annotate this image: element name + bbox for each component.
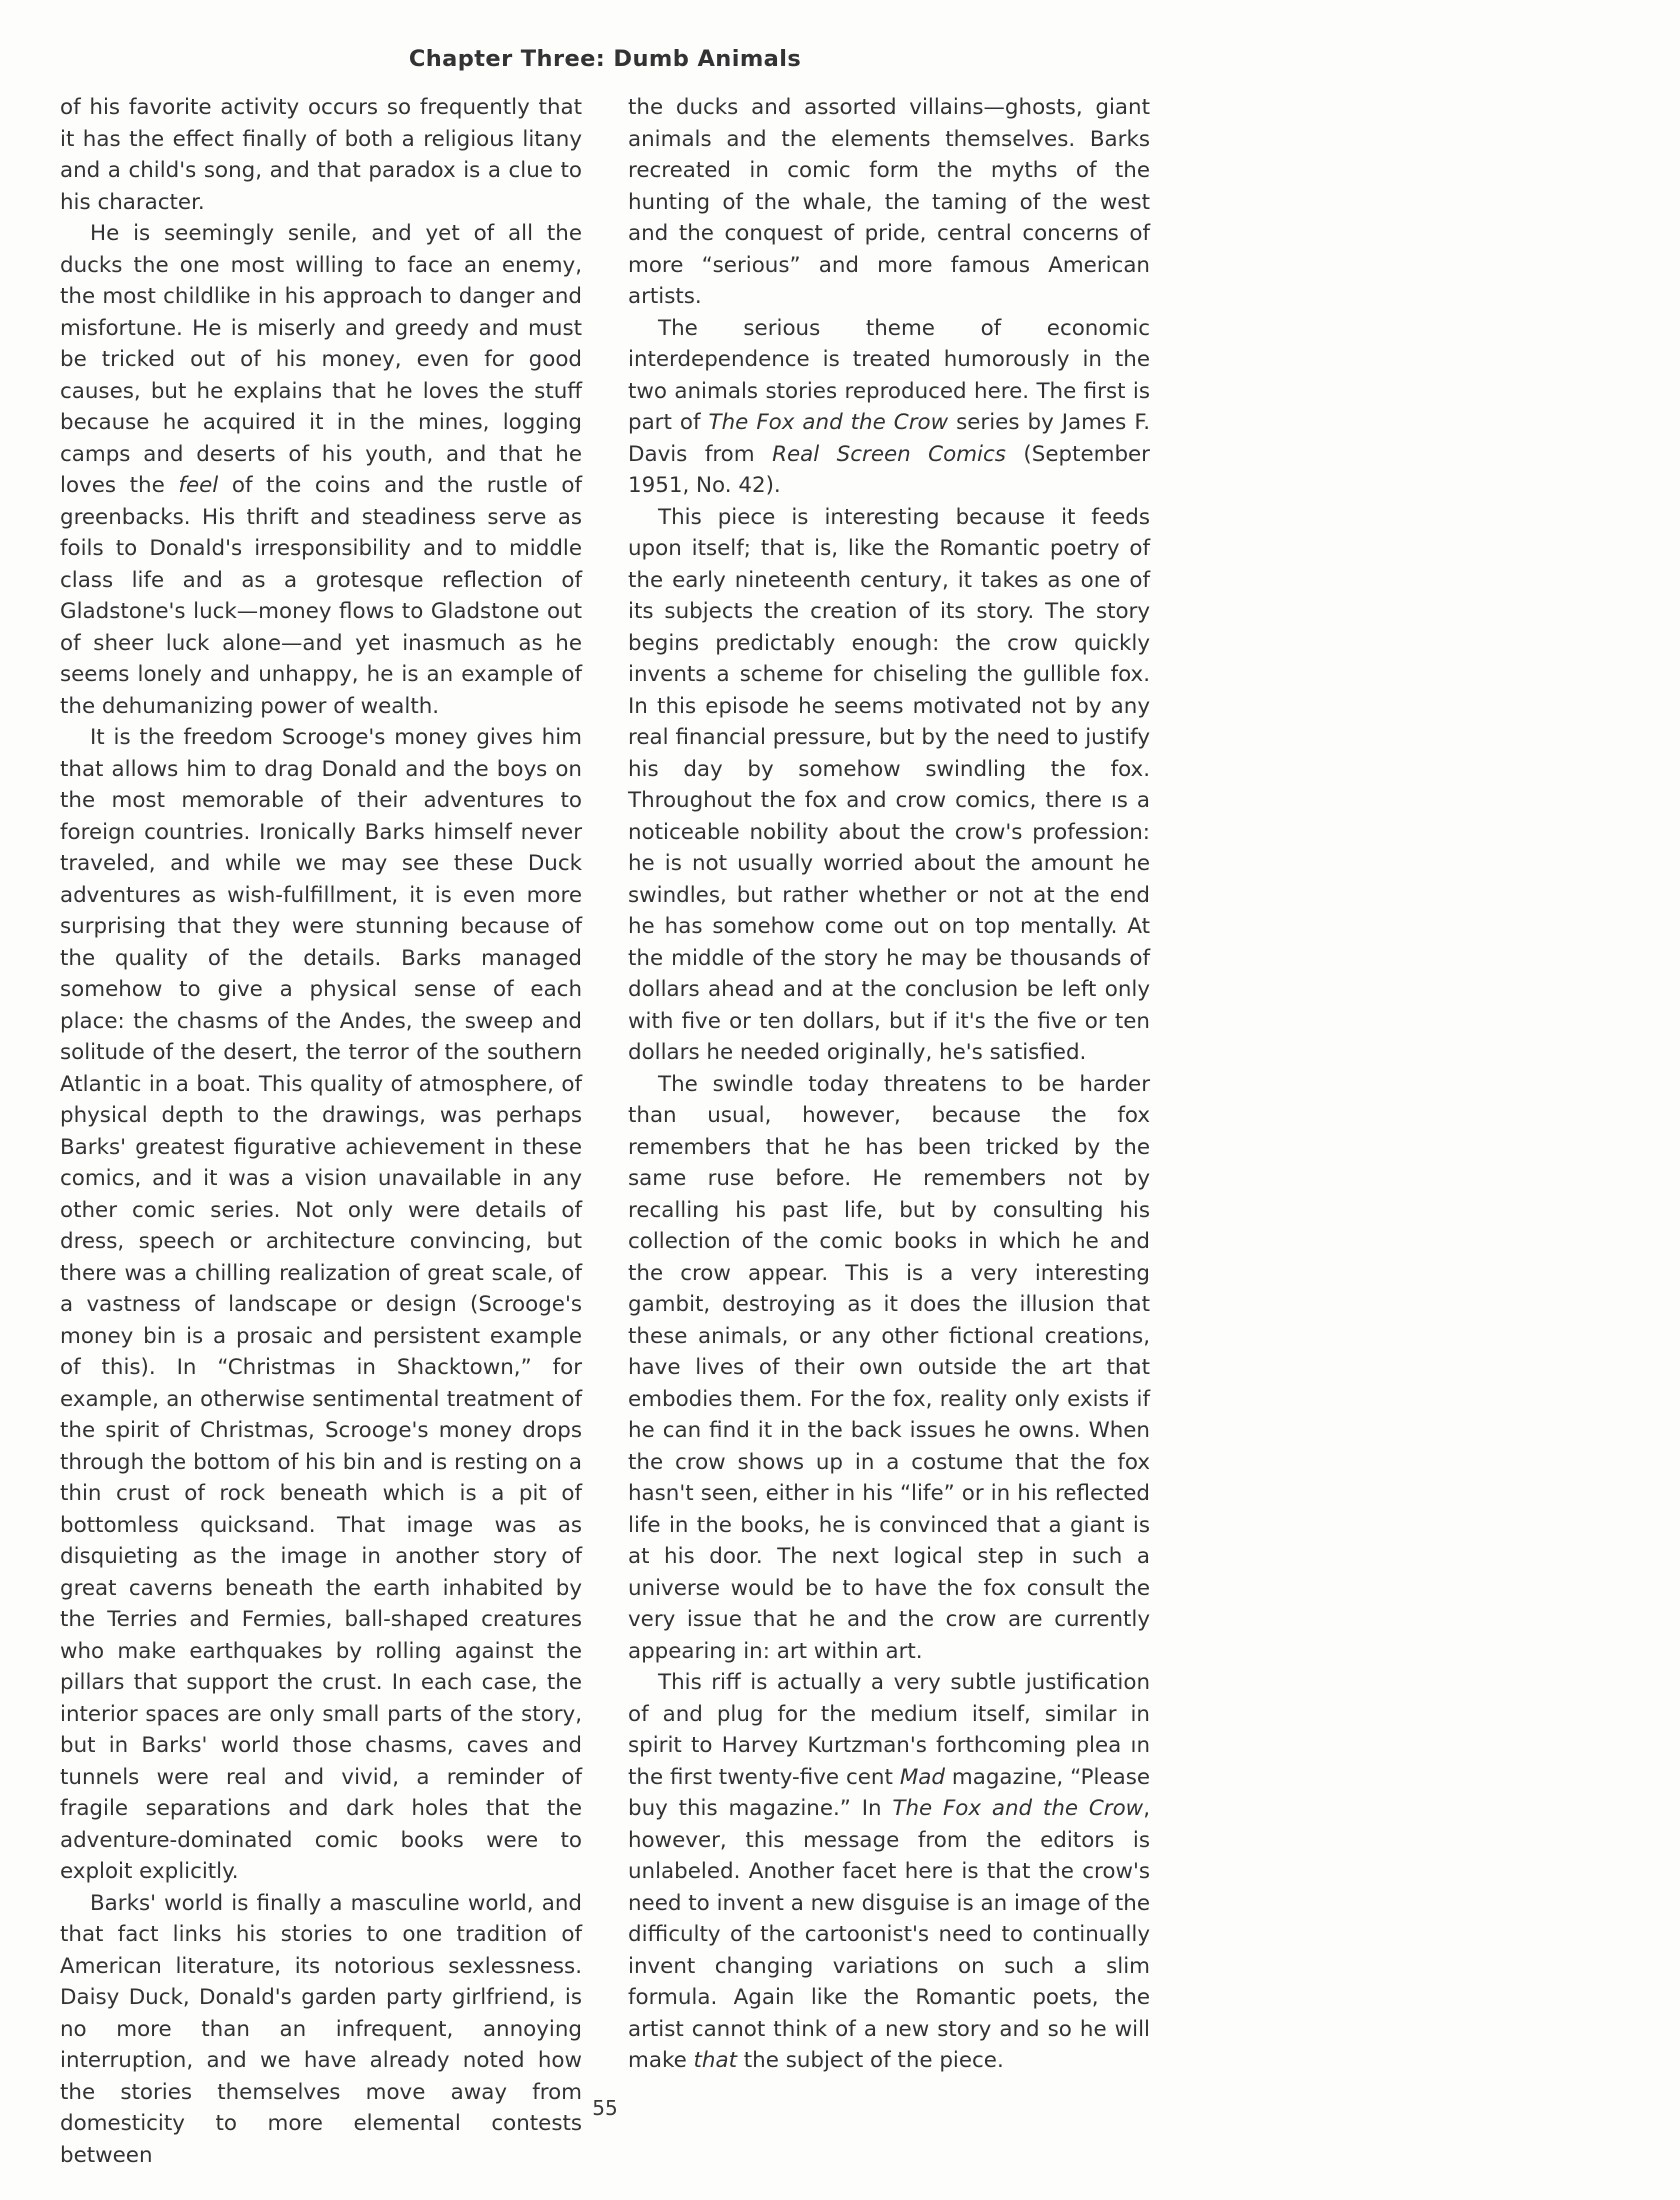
paragraph: of his favorite activity occurs so frequently that it has the effect finally of both a religious litany and a child's song, and that paradox is a clue to his character. bbox=[60, 95, 582, 215]
text-run: He is seemingly senile, and yet of all the ducks the one most willing to face an enemy, the most childlike in his approach to danger and misfortune. He is miserly and greedy and must be tricked out of his money, even for good causes, but he explains that he loves the stuff because he acquired it in the mines, logging camps and deserts of his youth, and that he loves the bbox=[60, 221, 582, 498]
italic-title: The Fox and the Crow bbox=[892, 1796, 1144, 1821]
page-content-area bbox=[60, 0, 1150, 2200]
paragraph bbox=[60, 218, 582, 722]
text-run: of the coins and the rustle of greenbacks. His thrift and steadiness serve as foils to Donald's irresponsibility and to middle class life and as a grotesque reflection of Gladstone's luck—money flows to Gladstone out of sheer luck alone—and yet inasmuch as he seems lonely and unhappy, he is an example of the dehumanizing power of wealth. bbox=[60, 473, 582, 719]
text-run: series by James F. Davis from bbox=[628, 410, 1150, 467]
paragraph: This piece is interesting because it feeds upon itself; that is, like the Romantic poetry of the early nineteenth century, it takes as one of its subjects the creation of its story. The story begins predictably enough: the crow quickly invents a scheme for chiseling the gullible fox. In this episode he seems motivated not by any real financial pressure, but by the need to justify his day by somehow swindling the fox. Throughout the fox and crow comics, there ıs a noticeable nobility about the crow's profession: he is not usually worried about the amount he swindles, but rather whether or not at the end he has somehow come out on top mentally. At the middle of the story he may be thousands of dollars ahead and at the conclusion be left only with five or ten dollars, but if it's the five or ten dollars he needed originally, he's satisfied. bbox=[628, 504, 1150, 1065]
italic-title: that bbox=[693, 2048, 737, 2073]
left-column bbox=[60, 92, 582, 2171]
paragraph bbox=[628, 313, 1150, 502]
text-run: (September 1951, No. 42). bbox=[628, 441, 1150, 498]
page-number: 55 bbox=[592, 2096, 618, 2120]
text-run: , however, this message from the editors is unlabeled. Another facet here is that the crow's need to invent a new disguise is an image of the difficulty of the cartoonist's need to continually invent changing variations on such a slim formula. Again like the Romantic poets, the artist cannot think of a new story and so he will make bbox=[628, 1796, 1150, 2073]
text-run: magazine, “Please buy this magazine.” In bbox=[628, 1764, 1151, 1821]
paragraph: It is the freedom Scrooge's money gives him that allows him to drag Donald and the boys on the most memorable of their adventures to foreign countries. Ironically Barks himself never traveled, and while we may see these Duck adventures as wish-fulfillment, it is even more surprising that they were stunning because of the quality of the details. Barks managed somehow to give a physical sense of each place: the chasms of the Andes, the sweep and solitude of the desert, the terror of the southern Atlantic in a boat. This quality of atmosphere, of physical depth to the drawings, was perhaps Barks' greatest figurative achievement in these comics, and it was a vision unavailable in any other comic series. Not only were details of dress, speech or architecture convincing, but there was a chilling realization of great scale, of a vastness of landscape or design (Scrooge's money bin is a prosaic and persistent example of this). In “Christmas in Shacktown,” for example, an otherwise sentimental treatment of the spirit of Christmas, Scrooge's money drops through the bottom of his bin and is resting on a thin crust of rock beneath which is a pit of bottomless quicksand. That image was as disquieting as the image in another story of great caverns beneath the earth inhabited by the Terries and Fermies, ball-shaped creatures who make earthquakes by rolling against the pillars that support the crust. In each case, the interior spaces are only small parts of the story, but in Barks' world those chasms, caves and tunnels were real and vivid, a reminder of fragile separations and dark holes that the adventure-dominated comic books were to exploit explicitly. bbox=[60, 725, 582, 1884]
paragraph: Barks' world is finally a masculine world, and that fact links his stories to one tradition of American literature, its notorious sexlessness. Daisy Duck, Donald's garden party girlfriend, is no more than an infrequent, annoying interruption, and we have already noted how the stories themselves move away from domesticity to more elemental contests between bbox=[60, 1890, 582, 2168]
italic-title: Real Screen Comics bbox=[772, 441, 1006, 467]
paragraph bbox=[628, 1667, 1150, 2077]
paragraph: the ducks and assorted villains—ghosts, giant animals and the elements themselves. Barks recreated in comic form the myths of the hunting of the whale, the taming of the west and the conquest of pride, central concerns of more “serious” and more famous American artists. bbox=[628, 95, 1150, 309]
text-run: The serious theme of economic interdependence is treated humorously in the two animals stories reproduced here. The first is part of bbox=[628, 315, 1150, 435]
italic-title: The Fox and the Crow bbox=[708, 410, 949, 435]
text-run: the subject of the piece. bbox=[736, 2048, 1004, 2073]
paragraph: The swindle today threatens to be harder than usual, however, because the fox remembers that he has been tricked by the same ruse before. He remembers not by recalling his past life, but by consulting his collection of the comic books in which he and the crow appear. This is a very interesting gambit, destroying as it does the illusion that these animals, or any other fictional creations, have lives of their own outside the art that embodies them. For the fox, reality only exists if he can find it in the back issues he owns. When the crow shows up in a costume that the fox hasn't seen, either in his “life” or in his reflected life in the books, he is convinced that a giant is at his door. The next logical step in such a universe would be to have the fox consult the very issue that he and the crow are currently appearing in: art within art. bbox=[628, 1071, 1150, 1664]
right-column bbox=[628, 92, 1150, 2171]
text-run: This riff is actually a very subtle justification of and plug for the medium itself, similar in spirit to Harvey Kurtzman's forthcoming plea ın the first twenty-five cent bbox=[628, 1670, 1150, 1790]
italic-title: feel bbox=[178, 473, 219, 498]
italic-title: Mad bbox=[899, 1764, 945, 1790]
two-column-body bbox=[60, 92, 1150, 2171]
running-head: Chapter Three: Dumb Animals bbox=[408, 46, 802, 72]
